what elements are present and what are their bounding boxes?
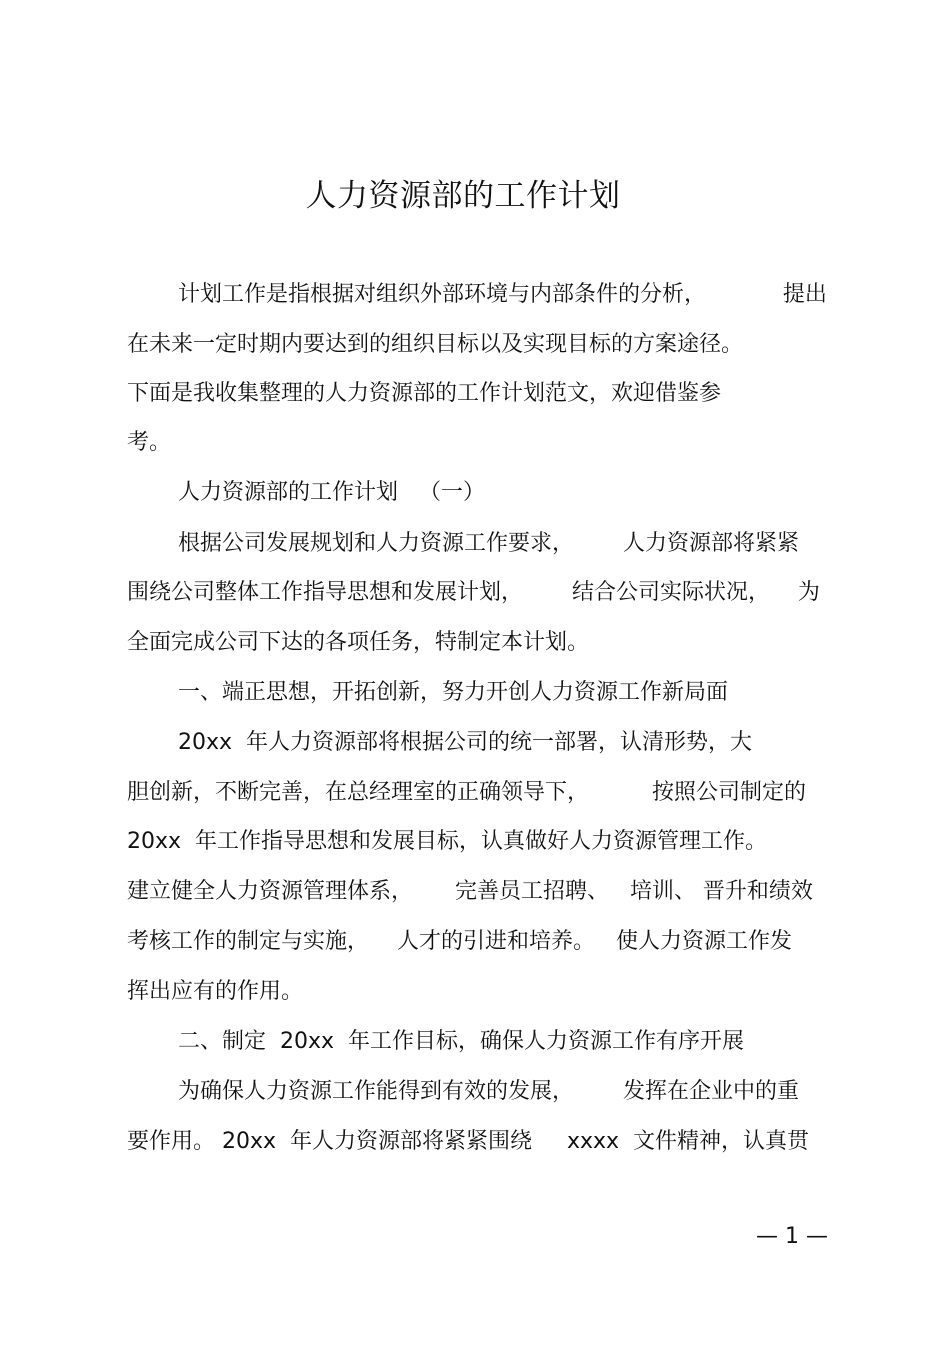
- paragraph-line: 挥出应有的作用。: [127, 979, 304, 1004]
- paragraph-line: 下面是我收集整理的人力资源部的工作计划范文，欢迎借鉴参: [127, 381, 722, 406]
- paragraph-line: 围绕公司整体工作指导思想和发展计划， 结合公司实际状况， 为: [127, 580, 820, 605]
- section-heading: 一、端正思想，开拓创新，努力开创人力资源工作新局面: [178, 680, 729, 705]
- page-number: — 1 —: [756, 1224, 828, 1249]
- paragraph-line: 考核工作的制定与实施， 人才的引进和培养。 使人力资源工作发: [127, 929, 792, 954]
- paragraph-line: 20xx 年工作指导思想和发展目标，认真做好人力资源管理工作。: [127, 829, 768, 854]
- paragraph-line: 20xx 年人力资源部将根据公司的统一部署，认清形势，大: [178, 730, 753, 755]
- paragraph-line: 建立健全人力资源管理体系， 完善员工招聘、 培训、 晋升和绩效: [127, 879, 813, 904]
- paragraph-line: 全面完成公司下达的各项任务，特制定本计划。: [127, 630, 590, 655]
- paragraph-line: 考。: [127, 430, 172, 455]
- paragraph-line: 计划工作是指根据对组织外部环境与内部条件的分析， 提出: [178, 282, 827, 307]
- paragraph-line: 在未来一定时期内要达到的组织目标以及实现目标的方案途径。: [127, 332, 744, 357]
- document-title: 人力资源部的工作计划: [305, 178, 621, 214]
- section-heading: 人力资源部的工作计划 （一）: [178, 480, 485, 505]
- paragraph-line: 要作用。 20xx 年人力资源部将紧紧围绕 xxxx 文件精神，认真贯: [127, 1129, 810, 1154]
- paragraph-line: 为确保人力资源工作能得到有效的发展， 发挥在企业中的重: [178, 1079, 799, 1104]
- paragraph-line: 根据公司发展规划和人力资源工作要求， 人力资源部将紧紧: [178, 531, 799, 556]
- paragraph-line: 胆创新，不断完善，在总经理室的正确领导下， 按照公司制定的: [127, 780, 806, 805]
- section-heading: 二、制定 20xx 年工作目标，确保人力资源工作有序开展: [178, 1029, 745, 1054]
